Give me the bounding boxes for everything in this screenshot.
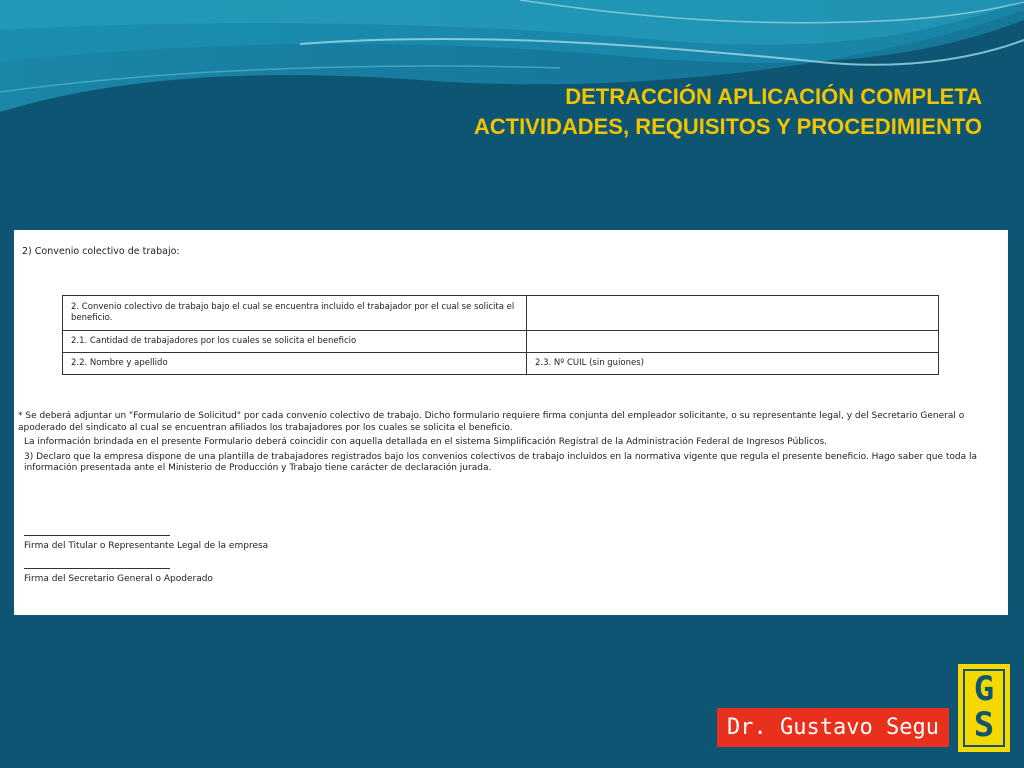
note-text: * Se deberá adjuntar un "Formulario de Solicitud" por cada convenio colectivo de trabajo. Dicho formulario requiere firma conjunta del empleador solicitante, o su representante legal, y del Secretario General o apoderado del sindicato al cual se encuentran afiliados los trabajadores por los cuales se solicita el beneficio. <box>18 411 965 433</box>
signature-block-secretary <box>24 568 213 584</box>
table-cell-label: 2.2. Nombre y apellido <box>63 353 527 375</box>
note-text: 3) Declaro que la empresa dispone de una plantilla de trabajadores registrados bajo los convenios colectivos de trabajo incluidos en la normativa vigente que regula el presente beneficio. Hago saber que toda la información presentada ante el Ministerio de Producción y Trabajo tiene carácter de declaración jurada. <box>24 451 978 473</box>
logo-letter-s: S <box>973 705 995 745</box>
agreement-table <box>62 295 939 375</box>
section-heading: 2) Convenio colectivo de trabajo: <box>22 246 180 257</box>
signature-line <box>24 535 170 536</box>
logo-letter-g: G <box>973 669 995 709</box>
table-cell-empty <box>527 296 939 331</box>
notes-block <box>18 411 998 478</box>
author-name-badge: Dr. Gustavo Segu <box>717 708 949 747</box>
table-row <box>63 353 939 375</box>
signature-block-owner <box>24 535 268 551</box>
table-row <box>63 331 939 353</box>
gs-logo <box>958 664 1010 752</box>
signature-label: Firma del Secretario General o Apoderado <box>24 574 213 584</box>
slide-title <box>474 82 982 142</box>
table-cell-label: 2.3. Nº CUIL (sin guiones) <box>527 353 939 375</box>
signature-line <box>24 568 170 569</box>
table-cell-label: 2. Convenio colectivo de trabajo bajo el cual se encuentra incluido el trabajador por el cual se solicita el beneficio. <box>63 296 527 331</box>
note-text: La información brindada en el presente Formulario deberá coincidir con aquella detallada en el sistema Simplificación Registral de la Administración Federal de Ingresos Públicos. <box>24 437 827 447</box>
gs-logo-frame <box>963 669 1005 747</box>
signature-label: Firma del Titular o Representante Legal de la empresa <box>24 541 269 551</box>
table-cell-empty <box>527 331 939 353</box>
table-cell-label: 2.1. Cantidad de trabajadores por los cuales se solicita el beneficio <box>63 331 527 353</box>
table-row <box>63 296 939 331</box>
slide-title-line2: ACTIVIDADES, REQUISITOS Y PROCEDIMIENTO <box>473 114 982 139</box>
form-document <box>14 230 1008 615</box>
slide-title-line1: DETRACCIÓN APLICACIÓN COMPLETA <box>565 84 982 109</box>
